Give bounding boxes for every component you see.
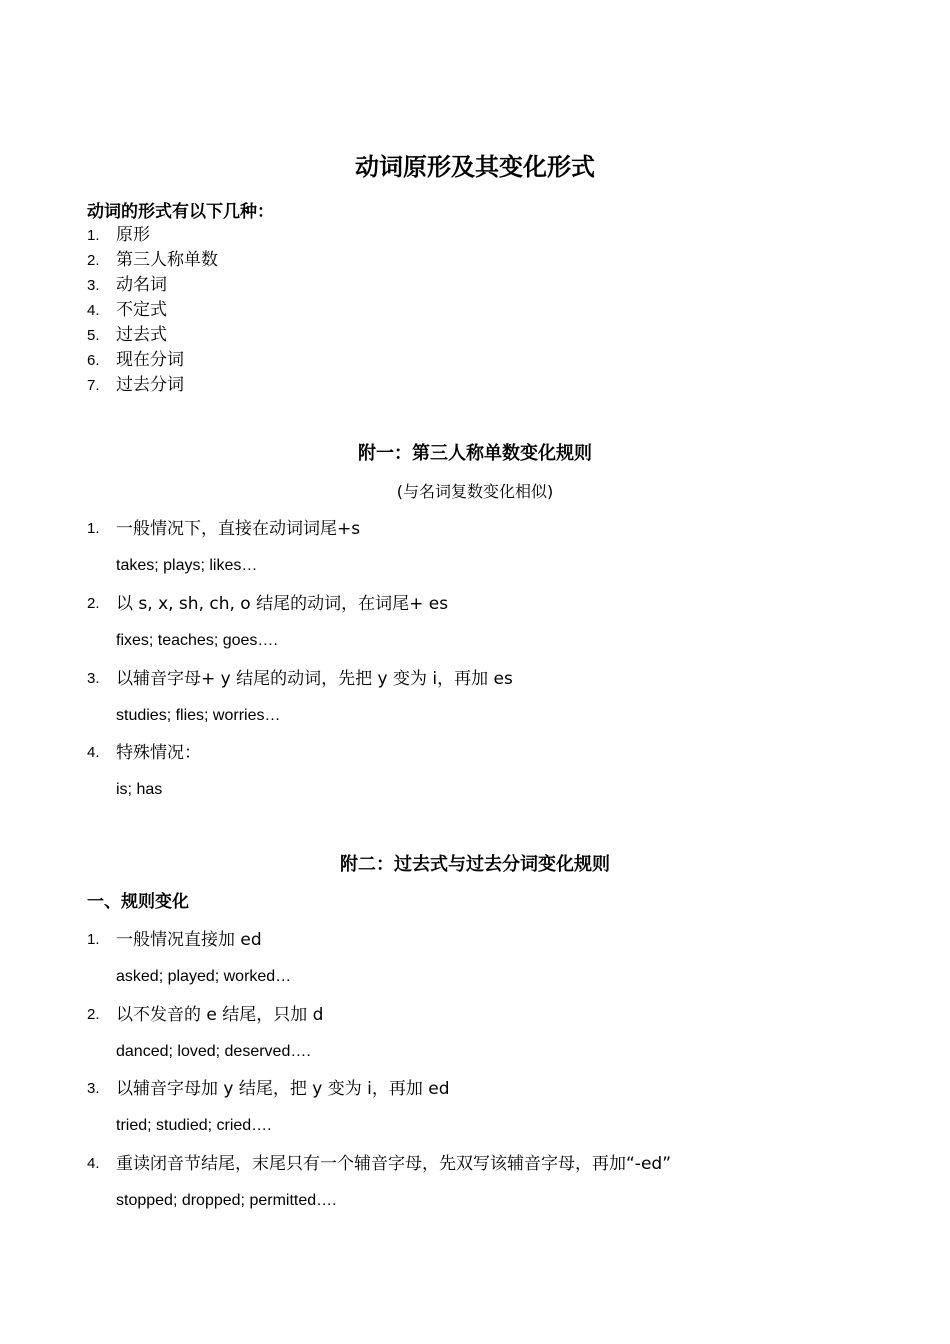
rule-example: studies; flies; worries… <box>116 707 281 724</box>
section-heading: 一、规则变化 <box>87 892 189 912</box>
list-number: 6. <box>87 352 100 369</box>
list-number: 2. <box>87 252 100 269</box>
rule-example: is; has <box>116 781 163 798</box>
rule-item <box>87 667 867 728</box>
rule-item <box>87 517 867 578</box>
rule-item <box>87 928 867 989</box>
rule-number: 2. <box>87 595 100 612</box>
rule-example: stopped; dropped; permitted…. <box>116 1192 337 1209</box>
rule-text: 一般情况下，直接在动词词尾+s <box>116 519 361 539</box>
appendix1-note: (与名词复数变化相似) <box>396 482 554 501</box>
rule-example: danced; loved; deserved…. <box>116 1043 311 1060</box>
list-item <box>87 323 218 348</box>
list-number: 1. <box>87 227 100 244</box>
list-text: 原形 <box>116 225 150 245</box>
rule-example: asked; played; worked… <box>116 968 292 985</box>
list-text: 动名词 <box>116 275 167 295</box>
rule-number: 3. <box>87 670 100 687</box>
rule-number: 1. <box>87 520 100 537</box>
appendix2-heading: 附二：过去式与过去分词变化规则 <box>340 854 610 875</box>
page-title: 动词原形及其变化形式 <box>355 153 595 181</box>
rule-item <box>87 1152 867 1213</box>
list-item <box>87 223 218 248</box>
list-text: 不定式 <box>116 300 167 320</box>
list-text: 过去式 <box>116 325 167 345</box>
intro-text: 动词的形式有以下几种： <box>87 202 274 222</box>
rule-text: 一般情况直接加 ed <box>116 930 262 950</box>
rule-example: tried; studied; cried…. <box>116 1117 272 1134</box>
rule-example: fixes; teaches; goes…. <box>116 632 278 649</box>
rule-text: 以 s, x, sh, ch, o 结尾的动词，在词尾+ es <box>116 594 449 614</box>
list-number: 7. <box>87 377 100 394</box>
rule-number: 1. <box>87 931 100 948</box>
list-item <box>87 248 218 273</box>
rule-number: 4. <box>87 1155 100 1172</box>
list-text: 现在分词 <box>116 350 184 370</box>
rule-item <box>87 741 867 802</box>
appendix1-heading: 附一：第三人称单数变化规则 <box>358 443 592 464</box>
list-number: 3. <box>87 277 100 294</box>
forms-list <box>87 223 218 398</box>
list-item <box>87 273 218 298</box>
rule-item <box>87 1077 867 1138</box>
list-item <box>87 348 218 373</box>
rule-number: 4. <box>87 744 100 761</box>
rule-item <box>87 592 867 653</box>
rule-text: 重读闭音节结尾，末尾只有一个辅音字母，先双写该辅音字母，再加“-ed” <box>116 1154 671 1174</box>
rule-number: 3. <box>87 1080 100 1097</box>
rule-text: 以不发音的 e 结尾，只加 d <box>116 1005 324 1025</box>
list-text: 过去分词 <box>116 375 184 395</box>
rule-text: 特殊情况： <box>116 743 201 763</box>
list-text: 第三人称单数 <box>116 250 218 270</box>
rule-number: 2. <box>87 1006 100 1023</box>
list-item <box>87 373 218 398</box>
rule-text: 以辅音字母+ y 结尾的动词，先把 y 变为 i，再加 es <box>116 669 513 689</box>
list-number: 4. <box>87 302 100 319</box>
rule-text: 以辅音字母加 y 结尾，把 y 变为 i，再加 ed <box>116 1079 450 1099</box>
list-item <box>87 298 218 323</box>
rule-example: takes; plays; likes… <box>116 557 258 574</box>
rule-item <box>87 1003 867 1064</box>
list-number: 5. <box>87 327 100 344</box>
